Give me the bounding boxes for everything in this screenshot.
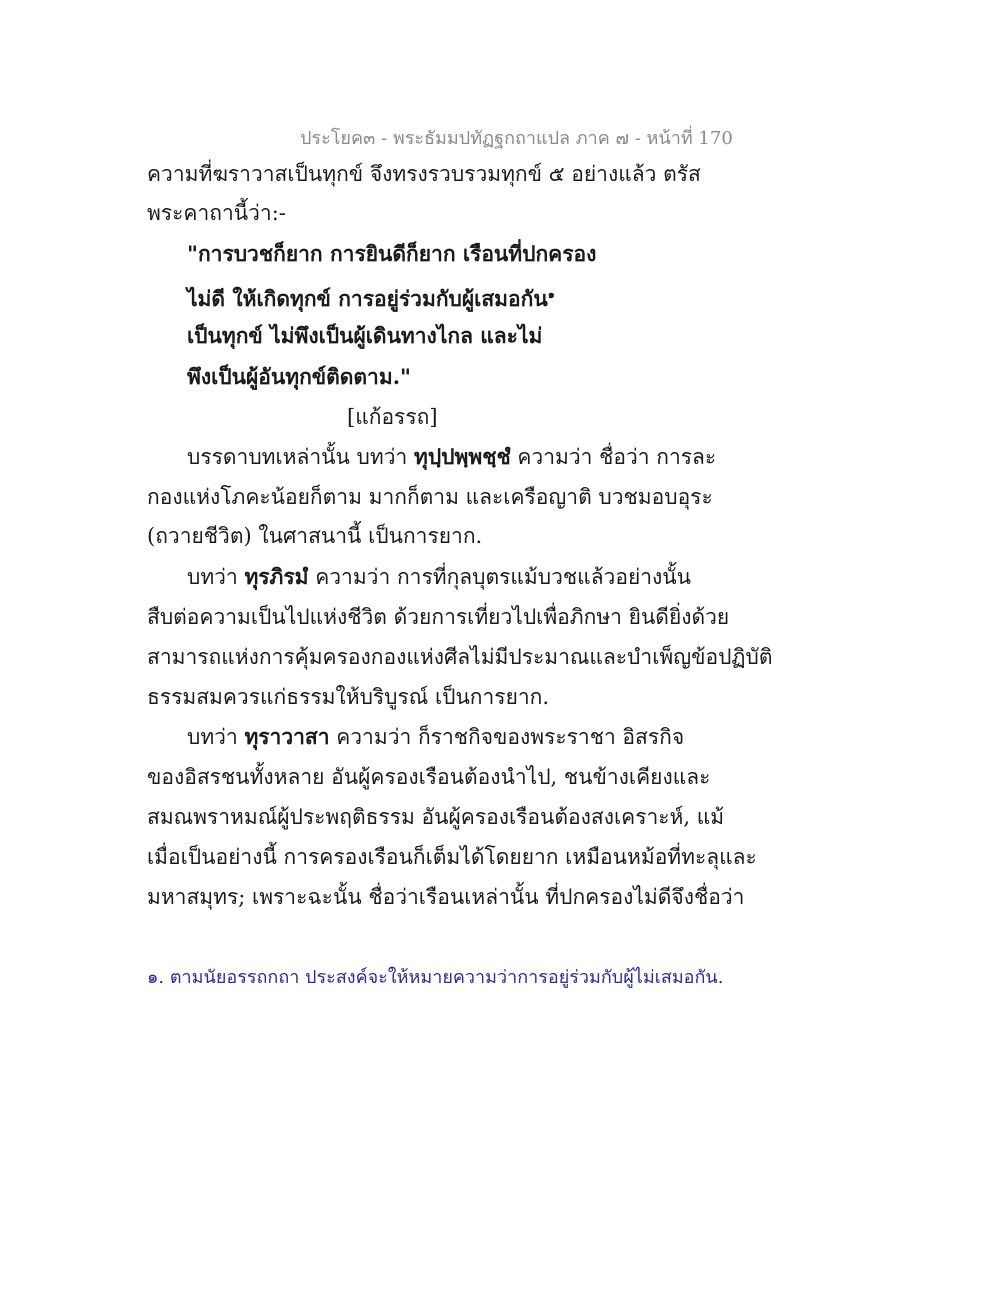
intro-line-2: พระคาถานี้ว่า:- <box>147 201 286 225</box>
verse-line-4: พึงเป็นผู้อันทุกข์ติดตาม." <box>187 364 411 389</box>
para3-line-4: เมื่อเป็นอย่างนี้ การครองเรือนก็เต็มได้โดยยาก เหมือนหม้อที่ทะลุและ <box>147 845 757 869</box>
para2-line-2: สืบต่อความเป็นไปแห่งชีวิต ด้วยการเที่ยวไปเพื่อภิกษา ยินดียิ่งด้วย <box>147 605 730 629</box>
pali-term: ทุราวาสา <box>244 724 330 749</box>
pali-term: ทุปฺปพฺพชฺชํ <box>414 444 511 469</box>
para3-line-2: ของอิสรชนทั้งหลาย อันผู้ครองเรือนต้องนำไป, ชนข้างเคียงและ <box>147 765 711 789</box>
intro-line-1: ความที่ฆราวาสเป็นทุกข์ จึงทรงรวบรวมทุกข์ ๕ อย่างแล้ว ตรัส <box>147 162 701 186</box>
verse-line-3: เป็นทุกข์ ไม่พึงเป็นผู้เดินทางไกล และไม่ <box>187 323 543 348</box>
footnote: ๑. ตามนัยอรรถกถา ประสงค์จะให้หมายความว่าการอยู่ร่วมกับผู้ไม่เสมอกัน. <box>147 967 724 988</box>
para2-line-3: สามารถแห่งการคุ้มครองกองแห่งศีลไม่มีประมาณและบำเพ็ญข้อปฏิบัติ <box>147 645 773 669</box>
para2-line-1: บทว่า ทุรภิรมํ ความว่า การที่กุลบุตรแม้บวชแล้วอย่างนั้น <box>187 564 692 589</box>
para2-line-4: ธรรมสมควรแก่ธรรมให้บริบูรณ์ เป็นการยาก. <box>147 685 550 709</box>
para3-line-1: บทว่า ทุราวาสา ความว่า ก็ราชกิจของพระราชา อิสรกิจ <box>187 724 685 749</box>
para3-line-3: สมณพราหมณ์ผู้ประพฤติธรรม อันผู้ครองเรือนต้องสงเคราะห์, แม้ <box>147 805 725 829</box>
para1-line-1: บรรดาบทเหล่านั้น บทว่า ทุปฺปพฺพชฺชํ ความว่า ชื่อว่า การละ <box>187 444 717 469</box>
translator-note: [แก้อรรถ] <box>347 405 438 429</box>
para3-line-5: มหาสมุทร; เพราะฉะนั้น ชื่อว่าเรือนเหล่านั้น ที่ปกครองไม่ดีจึงชื่อว่า <box>147 885 745 909</box>
footnote-marker: ๑ <box>547 288 555 301</box>
para1-line-3: (ถวายชีวิต) ในศาสนานี้ เป็นการยาก. <box>147 524 483 548</box>
para1-line-2: กองแห่งโภคะน้อยก็ตาม มากก็ตาม และเครือญาติ บวชมอบอุระ <box>147 485 713 509</box>
verse-line-2: ไม่ดี ให้เกิดทุกข์ การอยู่ร่วมกับผู้เสมอกัน$^๑$ <box>187 286 555 311</box>
pali-term: ทุรภิรมํ <box>244 564 309 589</box>
verse-line-1: "การบวชก็ยาก การยินดีก็ยาก เรือนที่ปกครอง <box>187 241 597 266</box>
running-header: ประโยค๓ - พระธัมมปทัฏฐกถาแปล ภาค ๗ - หน้าที่ 170 <box>300 128 733 149</box>
